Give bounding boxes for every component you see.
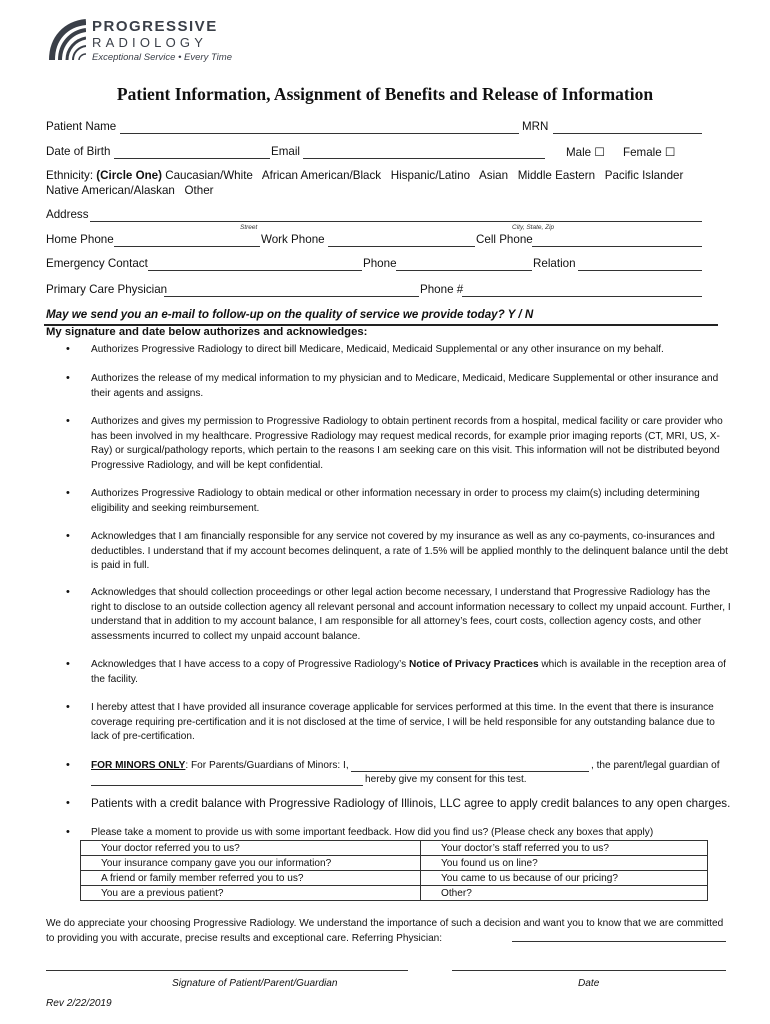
list-item-text: Acknowledges that I am financially responsible for any service not covered by my insurance as well as any co-payments, co-insurances and deductibles. I understand that if my account becomes delinquent, a rate of 1.5% will be applied monthly to the delinquent balance until the debt is paid in full. (91, 531, 728, 572)
guardian-of-field[interactable] (91, 773, 363, 786)
patient-name-field[interactable] (120, 133, 519, 134)
bullet-icon: • (66, 372, 70, 384)
feedback-option[interactable]: Your doctor referred you to us? (81, 841, 421, 856)
street-sublabel: Street (240, 224, 258, 231)
work-phone-field[interactable] (328, 246, 475, 247)
feedback-option[interactable]: You found us on line? (421, 856, 708, 871)
closing-paragraph: We do appreciate your choosing Progressive Radiology. We understand the importance of such a decision and want you to know that we are committed to providing you with accurate, precise results and exceptional care. Referring Physician: (46, 918, 724, 944)
form-title: Patient Information, Assignment of Benefits and Release of Information (116, 84, 654, 104)
emergency-contact-field[interactable] (148, 270, 362, 271)
signature-line[interactable] (46, 970, 408, 971)
feedback-table (80, 840, 708, 901)
signature-caption: Signature of Patient/Parent/Guardian (172, 978, 338, 989)
list-item-text: Authorizes and gives my permission to Progressive Radiology to obtain pertinent records from a hospital, medical facility or care provider who has been involved in my healthcare. Progressive Radiology may request medical records, for example prior imaging reports (CT, MRI, US, X-Ray) or surgical/pathology reports, which pertain to the reasons I am seeking care on this visit. This information will not be distributed beyond Progressive Radiology, and will be kept confidential. (91, 416, 723, 471)
minor-name-field[interactable] (351, 771, 589, 772)
dob-field[interactable] (114, 158, 270, 159)
primary-care-label: Primary Care Physician (46, 283, 168, 296)
bullet-icon: • (66, 530, 70, 542)
circle-one-label: (Circle One) (96, 169, 162, 182)
minors-intro: : For Parents/Guardians of Minors: I, (185, 760, 349, 771)
cell-phone-field[interactable] (532, 246, 702, 247)
feedback-option[interactable]: Your insurance company gave you our information? (81, 856, 421, 871)
email-field[interactable] (303, 158, 545, 159)
privacy-text-bold: Notice of Privacy Practices (408, 659, 539, 670)
work-phone-label: Work Phone (261, 233, 325, 246)
list-item-text: I hereby attest that I have provided all insurance coverage applicable for services performed at this time. In the event that there is insurance coverage requiring pre-certification and it is not disclosed at the time of service, I will be held responsible for any outstanding balance due to lack of pre-certification. (91, 702, 715, 743)
privacy-text-pre: Acknowledges that I have access to a copy of Progressive Radiology’s (91, 659, 409, 670)
table-row (81, 841, 708, 856)
feedback-intro: Please take a moment to provide us with some important feedback. How did you find us? (Please check any boxes that apply) (91, 827, 654, 838)
credit-balance-text: Patients with a credit balance with Progressive Radiology of Illinois, LLC agree to apply credit balances to any open charges. (91, 797, 731, 810)
bullet-icon: • (66, 658, 70, 670)
privacy-notice-text (91, 658, 731, 687)
minors-label: FOR MINORS ONLY (91, 760, 186, 771)
home-phone-field[interactable] (114, 246, 260, 247)
emergency-phone-field[interactable] (396, 270, 532, 271)
bullet-icon: • (66, 415, 70, 427)
bullet-icon: • (66, 826, 70, 838)
mrn-label: MRN (522, 120, 549, 133)
address-label: Address (46, 208, 89, 221)
primary-phone-field[interactable] (462, 296, 702, 297)
progressive-radiology-logo (44, 16, 244, 66)
logo-name-bottom: RADIOLOGY (92, 35, 208, 50)
feedback-option[interactable]: Other? (421, 886, 708, 901)
cell-phone-label: Cell Phone (476, 233, 533, 246)
date-line[interactable] (452, 970, 726, 971)
bullet-icon: • (66, 343, 70, 355)
list-item-text: Authorizes Progressive Radiology to obtain medical or other information necessary in order to process my claim(s) including determining eligibility and seeking reimbursement. (91, 488, 700, 514)
ethnicity-options[interactable]: Caucasian/White African American/Black Hispanic/Latino Asian Middle Eastern Pacific Islander (165, 169, 684, 182)
male-checkbox[interactable]: Male ☐ (566, 146, 605, 159)
privacy-text-post: which is available in the reception area of the facility. (91, 659, 726, 685)
logo-tagline: Exceptional Service • Every Time (92, 52, 232, 63)
list-item-text: Acknowledges that should collection proceedings or other legal action become necessary, I understand that Progressive Radiology has the right to disclose to an outside collection agency all relevant personal and account information necessary to collect my unpaid account. Further, I understand that in addition to my account balance, I am responsible for all attorney’s fees, court costs, collection agency costs, and other assessments incurred to collect my unpaid account balance. (91, 587, 731, 642)
table-row (81, 856, 708, 871)
feedback-option[interactable]: Your doctor’s staff referred you to us? (421, 841, 708, 856)
address-field[interactable] (90, 221, 702, 222)
table-row (81, 886, 708, 901)
ethnicity-label: Ethnicity: (46, 169, 94, 182)
mrn-field[interactable] (553, 133, 702, 134)
patient-name-label: Patient Name (46, 120, 117, 133)
email-label: Email (271, 145, 300, 158)
relation-field[interactable] (578, 270, 702, 271)
ethnicity-options-2[interactable]: Native American/Alaskan Other (46, 184, 214, 197)
minors-text (91, 759, 731, 785)
feedback-option[interactable]: You came to us because of our pricing? (421, 871, 708, 886)
consent-text: hereby give my consent for this test. (365, 774, 527, 785)
list-item-text: Authorizes the release of my medical information to my physician and to Medicare, Medicaid, Medicare Supplemental or other insurance and their agents and assigns. (91, 373, 719, 399)
primary-care-field[interactable] (164, 296, 419, 297)
emergency-phone-label: Phone (363, 257, 397, 270)
bullet-icon: • (66, 487, 70, 499)
ethnicity-row (46, 169, 683, 182)
dob-label: Date of Birth (46, 145, 111, 158)
relation-label: Relation (533, 257, 576, 270)
feedback-option[interactable]: You are a previous patient? (81, 886, 421, 901)
bullet-icon: • (66, 797, 70, 809)
signature-heading: My signature and date below authorizes and acknowledges: (46, 326, 368, 338)
date-caption: Date (578, 978, 600, 989)
table-row (81, 871, 708, 886)
bullet-icon: • (66, 759, 70, 771)
feedback-option[interactable]: A friend or family member referred you to us? (81, 871, 421, 886)
referring-physician-field[interactable] (512, 941, 726, 942)
guardian-text: , the parent/legal guardian of (591, 760, 720, 771)
logo-mark-icon (44, 16, 86, 62)
list-item-text: Authorizes Progressive Radiology to direct bill Medicare, Medicaid, Medicaid Supplemental or any other insurance on my behalf. (91, 344, 664, 355)
city-state-zip-sublabel: City, State, Zip (512, 224, 555, 231)
bullet-icon: • (66, 586, 70, 598)
email-followup-question[interactable]: May we send you an e-mail to follow-up on the quality of service we provide today? Y / N (46, 308, 534, 321)
home-phone-label: Home Phone (46, 233, 114, 246)
female-checkbox[interactable]: Female ☐ (623, 146, 676, 159)
logo-name-top: PROGRESSIVE (92, 18, 218, 35)
bullet-icon: • (66, 701, 70, 713)
emergency-contact-label: Emergency Contact (46, 257, 148, 270)
primary-phone-label: Phone # (420, 283, 464, 296)
revision-label: Rev 2/22/2019 (46, 998, 112, 1009)
